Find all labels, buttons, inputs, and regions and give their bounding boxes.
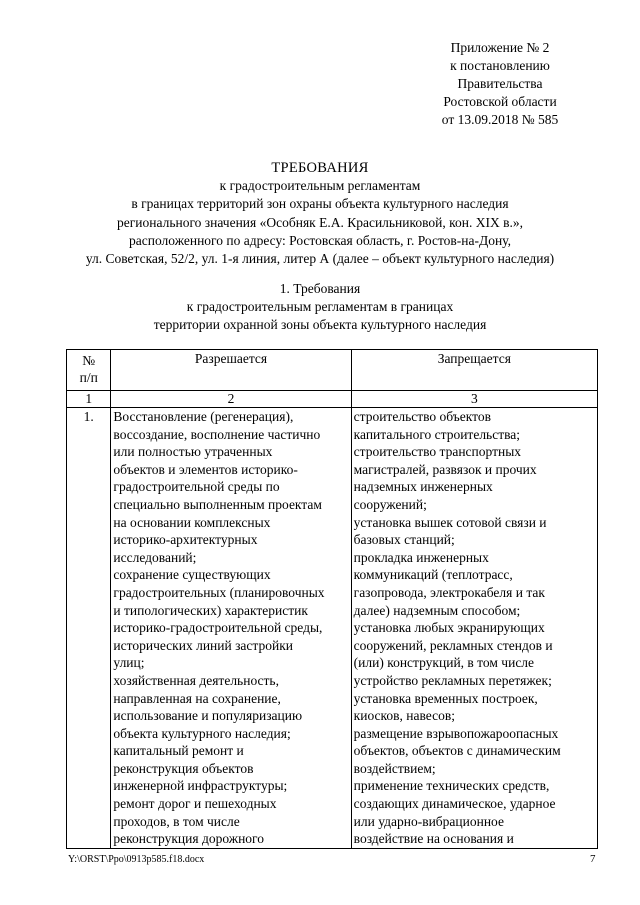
section-line: 1. Требования [279,281,361,296]
cell-line: градостроительной среды по [113,479,280,495]
cell-line: историко-градостроительной среды, [113,620,323,636]
cell-line: направленная на сохранение, [113,690,281,706]
cell-line: использование и популяризацию [113,708,303,724]
cell-line: историко-архитектурных [113,532,258,548]
cell-line: применение технических средств, [353,778,550,794]
cell-line: улиц; [113,655,145,671]
table-header-row [67,350,598,391]
cell-line: градостроительных (планировочных [113,584,325,600]
allowed-cell [111,408,351,849]
table-index-row [67,391,598,408]
subtitle-line: ул. Советская, 52/2, ул. 1-я линия, литер А (далее – объект культурного наследия) [85,251,555,267]
cell-line: или ударно-вибрационное [353,813,504,829]
cell-line: сооружений, рекламных стендов и [353,637,553,653]
cell-line: Восстановление (регенерация), [113,409,294,424]
cell-line: киосков, навесов; [353,708,455,724]
cell-line: воссоздание, восполнение частично [113,426,321,442]
cell-line: базовых станций; [353,532,455,548]
cell-line: объекта культурного наследия; [113,725,291,741]
header-number-symbol: № [82,353,96,368]
cell-line: исследований; [113,549,197,565]
appendix-line: Правительства [457,76,543,91]
index-cell: 1 [67,391,111,408]
row-number-cell: 1. [67,408,111,849]
cell-line: сохранение существующих [113,567,271,583]
table-row [67,408,598,849]
cell-line: объектов и элементов историко- [113,461,298,477]
footer-page-number: 7 [590,853,596,865]
cell-line: воздействием; [353,760,436,776]
cell-line: создающих динамическое, ударное [353,796,556,812]
cell-line: на основании комплексных [113,514,271,530]
cell-line: инженерной инфраструктуры; [113,778,288,794]
appendix-line: Ростовской области [443,94,557,109]
cell-line: реконструкция дорожного [113,831,265,847]
header-allowed-cell: Разрешается [111,350,351,391]
cell-line: размещение взрывопожароопасных [353,725,559,741]
document-title: ТРЕБОВАНИЯ [271,160,369,176]
appendix-line: от 13.09.2018 № 585 [441,112,559,127]
footer-file-path: Y:\ORST\Ppo\0913p585.f18.docx [68,854,205,865]
subtitle-line: к градостроительным регламентам [219,178,421,193]
subtitle-line: в границах территорий зон охраны объекта культурного наследия [131,196,509,212]
cell-line: прокладка инженерных [353,549,489,565]
section-line: территории охранной зоны объекта культурного наследия [153,317,487,332]
cell-line: магистралей, развязок и прочих [353,461,537,477]
cell-line: или полностью утраченных [113,444,273,460]
header-number-abbr: п/п [79,370,98,385]
cell-line: коммуникаций (теплотрасс, [353,567,513,583]
forbidden-cell [351,408,597,849]
cell-line: установка временных построек, [353,690,538,706]
subtitle-line: регионального значения «Особняк Е.А. Красильниковой, кон. XIX в.», [117,214,523,230]
cell-line: исторических линий застройки [113,637,293,653]
cell-line: ремонт дорог и пешеходных [113,796,277,812]
header-forbidden-cell: Запрещается [351,350,597,391]
section-line: к градостроительным регламентам в границах [186,299,454,314]
cell-line: реконструкция объектов [113,760,254,776]
cell-line: хозяйственная деятельность, [113,672,279,688]
subtitle-line: расположенного по адресу: Ростовская область, г. Ростов-на-Дону, [129,232,511,248]
cell-line: капитальный ремонт и [113,743,244,759]
requirements-table [66,349,598,849]
cell-line: строительство транспортных [353,444,522,460]
cell-line: надземных инженерных [353,479,493,495]
cell-line: установка любых экранирующих [353,620,545,636]
cell-line: и типологических) характеристик [113,602,308,618]
cell-line: строительство объектов [353,409,492,424]
cell-line: объектов, объектов с динамическим [353,743,561,759]
appendix-line: к постановлению [450,58,550,73]
header-number-cell [67,350,111,391]
cell-line: капитального строительства; [353,426,521,442]
appendix-line: Приложение № 2 [450,40,550,55]
section-heading [0,280,640,334]
index-cell: 2 [111,391,351,408]
cell-line: специально выполненным проектам [113,496,322,512]
appendix-block [380,39,620,129]
cell-line: далее) надземным способом; [353,602,521,618]
cell-line: проходов, в том числе [113,813,240,829]
index-cell: 3 [351,391,597,408]
cell-line: газопровода, электрокабеля и так [353,584,545,600]
document-subtitle [0,177,640,268]
cell-line: сооружений; [353,496,427,512]
cell-line: воздействие на основания и [353,831,514,847]
cell-line: устройство рекламных перетяжек; [353,672,552,688]
cell-line: (или) конструкций, в том числе [353,655,535,671]
cell-line: установка вышек сотовой связи и [353,514,547,530]
